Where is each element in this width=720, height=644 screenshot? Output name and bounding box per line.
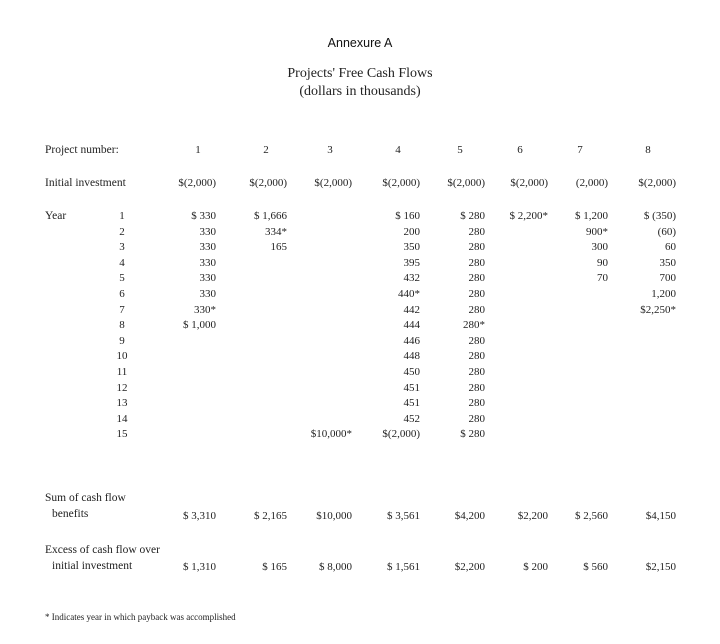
year-number: 4 <box>119 256 125 269</box>
excess-cell: $ 165 <box>262 561 287 573</box>
cash-flow-cell: 448 <box>403 350 420 363</box>
initial-investment-cell: $(2,000) <box>638 177 676 189</box>
sum-of-benefits-cell: $ 2,560 <box>575 510 608 522</box>
cash-flow-cell: $2,250* <box>640 303 676 316</box>
excess-cell: $ 1,310 <box>183 561 216 573</box>
footnote: * Indicates year in which payback was accomplished <box>45 612 236 622</box>
sum-of-benefits-cell: $ 2,165 <box>254 510 287 522</box>
cash-flow-cell: $10,000* <box>310 428 352 441</box>
year-number: 12 <box>116 381 128 394</box>
cash-flow-cell: 330 <box>199 256 216 269</box>
project-number-2: 2 <box>263 144 269 156</box>
initial-investment-sub-label: initial investment <box>52 560 133 572</box>
cash-flow-cell: 330* <box>194 303 216 316</box>
project-number-4: 4 <box>395 144 401 156</box>
cash-flow-cell: 452 <box>403 412 420 425</box>
cash-flow-cell: $ 280 <box>460 428 485 441</box>
cash-flow-cell: $ (350) <box>643 210 676 222</box>
year-number: 8 <box>119 319 125 332</box>
project-number-7: 7 <box>577 144 583 156</box>
excess-cash-flow-label: Excess of cash flow over <box>45 544 160 556</box>
sum-of-benefits-cell: $4,200 <box>454 510 485 522</box>
cash-flow-cell: 395 <box>403 256 420 269</box>
cash-flow-cell: 90 <box>597 256 608 269</box>
excess-cell: $ 200 <box>523 561 548 573</box>
initial-investment-label: Initial investment <box>45 177 126 189</box>
cash-flow-cell: 451 <box>403 381 420 394</box>
cash-flow-cell: 350 <box>403 241 420 254</box>
year-number: 7 <box>119 303 125 316</box>
table-title: Projects' Free Cash Flows <box>287 66 433 81</box>
cash-flow-cell: 900* <box>586 225 608 238</box>
cash-flow-cell: 451 <box>403 397 420 410</box>
cash-flow-cell: 280* <box>463 319 485 332</box>
project-number-5: 5 <box>457 144 463 156</box>
cash-flow-cell: 432 <box>403 272 420 285</box>
benefits-label: benefits <box>52 508 89 520</box>
cash-flow-cell: 280 <box>468 256 485 269</box>
project-number-3: 3 <box>327 144 333 156</box>
cash-flow-cell: 280 <box>468 412 485 425</box>
sum-of-cash-flow-label: Sum of cash flow <box>45 492 126 504</box>
year-number: 11 <box>116 366 128 378</box>
cash-flow-cell: 280 <box>468 288 485 300</box>
year-number: 2 <box>119 225 125 238</box>
cash-flow-cell: 280 <box>468 303 485 316</box>
year-number: 9 <box>119 334 125 347</box>
cash-flow-cell: 330 <box>199 225 216 238</box>
cash-flow-cell: $ 2,200* <box>509 210 548 222</box>
initial-investment-cell: $(2,000) <box>314 177 352 189</box>
year-number: 1 <box>119 210 125 222</box>
project-number-label: Project number: <box>45 144 119 156</box>
excess-cell: $ 8,000 <box>319 561 352 573</box>
cash-flow-cell: 70 <box>597 272 608 285</box>
cash-flow-cell: 280 <box>468 366 485 378</box>
cash-flow-cell: 700 <box>659 272 676 285</box>
cash-flow-cell: $ 160 <box>395 210 420 222</box>
cash-flow-cell: 280 <box>468 350 485 363</box>
cash-flow-cell: 280 <box>468 241 485 254</box>
sum-of-benefits-cell: $2,200 <box>517 510 548 522</box>
cash-flow-cell: 330 <box>199 272 216 285</box>
cash-flow-cell: 60 <box>665 241 676 254</box>
initial-investment-cell: $(2,000) <box>249 177 287 189</box>
cash-flow-cell: 330 <box>199 241 216 254</box>
cash-flow-cell: 450 <box>403 366 420 378</box>
year-label: Year <box>45 210 67 222</box>
year-number: 6 <box>119 288 125 300</box>
sum-of-benefits-cell: $10,000 <box>316 510 352 522</box>
cash-flow-cell: 165 <box>270 241 287 254</box>
project-number-6: 6 <box>517 144 523 156</box>
sum-of-benefits-cell: $ 3,561 <box>387 510 420 522</box>
cash-flow-cell: $(2,000) <box>382 428 420 441</box>
initial-investment-cell: $(2,000) <box>178 177 216 189</box>
excess-cell: $ 1,561 <box>387 561 420 573</box>
cash-flow-cell: 440* <box>398 288 420 300</box>
cash-flow-cell: 280 <box>468 225 485 238</box>
sum-of-benefits-cell: $4,150 <box>645 510 676 522</box>
cash-flow-cell: $ 1,000 <box>183 319 216 332</box>
cash-flow-cell: 444 <box>403 319 420 332</box>
initial-investment-cell: (2,000) <box>575 177 608 189</box>
cash-flow-cell: $ 280 <box>460 210 485 222</box>
cash-flow-cell: 442 <box>403 303 420 316</box>
cash-flow-cell: 280 <box>468 272 485 285</box>
cash-flow-cell: 1,200 <box>651 288 676 300</box>
cash-flow-cell: 334* <box>265 225 287 238</box>
cash-flow-cell: 350 <box>659 256 676 269</box>
year-number: 5 <box>119 272 125 285</box>
annexure-heading: Annexure A <box>327 36 393 50</box>
project-number-1: 1 <box>195 144 201 156</box>
cash-flow-cell: 446 <box>403 334 420 347</box>
cash-flow-cell: 280 <box>468 397 485 410</box>
year-number: 14 <box>116 412 128 425</box>
cash-flow-cell: 330 <box>199 288 216 300</box>
year-number: 15 <box>116 428 128 441</box>
initial-investment-cell: $(2,000) <box>447 177 485 189</box>
cash-flow-cell: 200 <box>403 225 420 238</box>
year-number: 13 <box>116 397 128 410</box>
cash-flow-cell: 280 <box>468 381 485 394</box>
excess-cell: $ 560 <box>583 561 608 573</box>
cash-flow-cell: $ 330 <box>191 210 216 222</box>
year-number: 10 <box>116 350 128 363</box>
sum-of-benefits-cell: $ 3,310 <box>183 510 216 522</box>
initial-investment-cell: $(2,000) <box>382 177 420 189</box>
table-subtitle: (dollars in thousands) <box>299 84 421 99</box>
excess-cell: $2,200 <box>454 561 485 573</box>
cash-flow-cell: 300 <box>591 241 608 254</box>
initial-investment-cell: $(2,000) <box>510 177 548 189</box>
cash-flow-cell: (60) <box>657 225 676 238</box>
cash-flow-cell: 280 <box>468 334 485 347</box>
project-number-8: 8 <box>645 144 651 156</box>
cash-flow-cell: $ 1,200 <box>575 210 608 222</box>
excess-cell: $2,150 <box>645 561 676 573</box>
year-number: 3 <box>119 241 125 254</box>
cash-flow-cell: $ 1,666 <box>254 210 287 222</box>
